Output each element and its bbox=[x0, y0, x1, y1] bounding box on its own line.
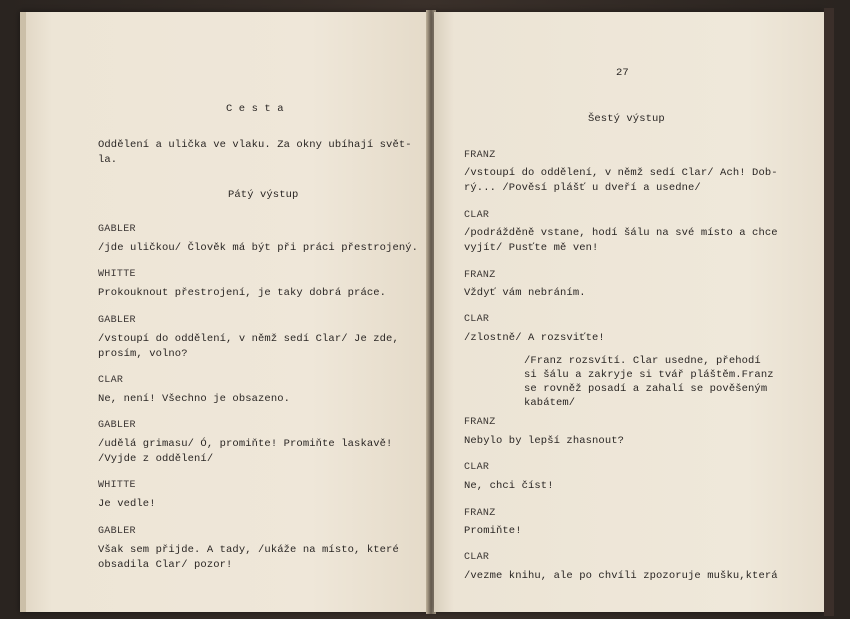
stage-direction-line: /Franz rozsvítí. Clar usedne, přehodí bbox=[524, 355, 761, 367]
speaker-name: FRANZ bbox=[464, 417, 496, 428]
speaker-name: FRANZ bbox=[464, 270, 496, 281]
speaker-name: GABLER bbox=[98, 315, 136, 326]
dialogue-line: vyjít/ Pusťte mě ven! bbox=[464, 242, 599, 254]
dialogue-line: Prokouknout přestrojení, je taky dobrá práce. bbox=[98, 287, 387, 299]
dialogue-line: /vezme knihu, ale po chvíli zpozoruje mušku,která bbox=[464, 570, 778, 582]
stage-direction-line: si šálu a zakryje si tvář pláštěm.Franz bbox=[524, 369, 774, 381]
stage-direction-line: kabátem/ bbox=[524, 397, 576, 409]
stage-direction-line: se rovněž posadí a zahalí se pověšeným bbox=[524, 383, 768, 395]
dialogue-line: /vstoupí do oddělení, v němž sedí Clar/ Ach! Dob- bbox=[464, 167, 778, 179]
speaker-name: WHITTE bbox=[98, 480, 136, 491]
scene-title: C e s t a bbox=[226, 103, 284, 115]
scene-heading: Šestý výstup bbox=[588, 113, 665, 125]
dialogue-line: /zlostně/ A rozsviťte! bbox=[464, 332, 605, 344]
dialogue-line: Ne, není! Všechno je obsazeno. bbox=[98, 393, 291, 405]
dialogue-line: Promiňte! bbox=[464, 525, 522, 537]
dialogue-line: Však sem přijde. A tady, /ukáže na místo, které bbox=[98, 544, 399, 556]
scene-heading: Pátý výstup bbox=[228, 189, 299, 201]
speaker-name: WHITTE bbox=[98, 269, 136, 280]
dialogue-line: /podrážděně vstane, hodí šálu na své místo a chce bbox=[464, 227, 778, 239]
dialogue-line: /jde uličkou/ Člověk má být při práci přestrojený. bbox=[98, 242, 419, 254]
speaker-name: GABLER bbox=[98, 224, 136, 235]
speaker-name: CLAR bbox=[464, 552, 490, 563]
speaker-name: CLAR bbox=[98, 375, 124, 386]
scene-description-line: Oddělení a ulička ve vlaku. Za okny ubíhají svět- bbox=[98, 139, 412, 151]
scene-description-line: la. bbox=[98, 154, 118, 166]
dialogue-line: /udělá grimasu/ Ó, promiňte! Promiňte laskavě! bbox=[98, 438, 393, 450]
dialogue-line: Je vedle! bbox=[98, 498, 156, 510]
speaker-name: GABLER bbox=[98, 420, 136, 431]
speaker-name: FRANZ bbox=[464, 150, 496, 161]
speaker-name: CLAR bbox=[464, 314, 490, 325]
left-page bbox=[20, 12, 434, 612]
dialogue-line: prosím, volno? bbox=[98, 348, 188, 360]
speaker-name: GABLER bbox=[98, 526, 136, 537]
dialogue-line: Ne, chci číst! bbox=[464, 480, 554, 492]
dialogue-line: rý... /Pověsí plášť u dveří a usedne/ bbox=[464, 182, 701, 194]
page-number: 27 bbox=[616, 67, 629, 79]
dialogue-line: Nebylo by lepší zhasnout? bbox=[464, 435, 625, 447]
dialogue-line: Vždyť vám nebráním. bbox=[464, 287, 586, 299]
speaker-name: FRANZ bbox=[464, 508, 496, 519]
book-edge bbox=[824, 8, 834, 616]
dialogue-line: obsadila Clar/ pozor! bbox=[98, 559, 233, 571]
speaker-name: CLAR bbox=[464, 210, 490, 221]
dialogue-line: /Vyjde z oddělení/ bbox=[98, 453, 214, 465]
right-page bbox=[434, 12, 824, 612]
dialogue-line: /vstoupí do oddělení, v němž sedí Clar/ Je zde, bbox=[98, 333, 399, 345]
speaker-name: CLAR bbox=[464, 462, 490, 473]
